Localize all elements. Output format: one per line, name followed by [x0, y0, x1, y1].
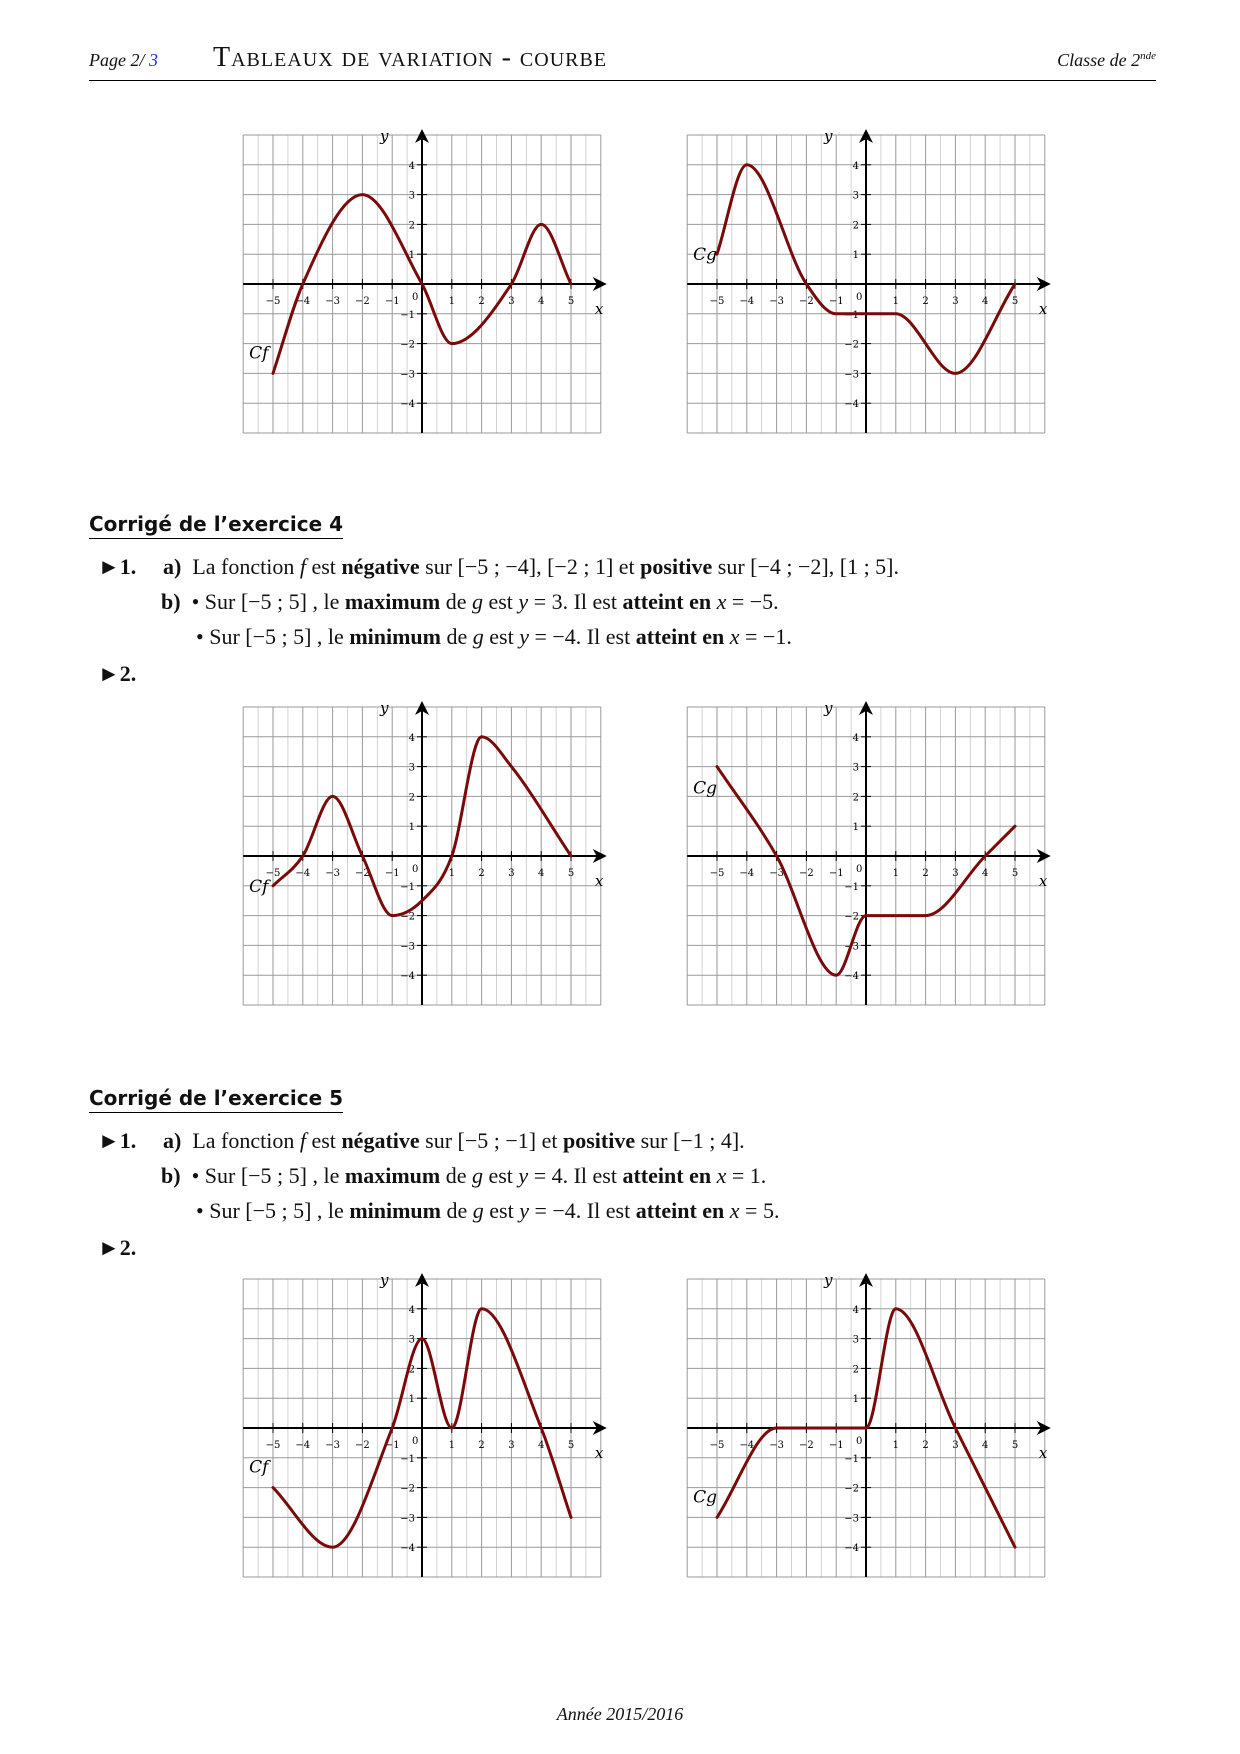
text-fragment: La fonction: [192, 554, 300, 579]
ex5-b-label: b): [161, 1163, 181, 1188]
y-tick-label: −2: [400, 339, 415, 351]
y-tick-label: 2: [852, 220, 859, 232]
x-tick-label: 1: [448, 1440, 455, 1451]
y-tick-label: −2: [844, 911, 859, 923]
curve-label: Cf: [249, 876, 269, 897]
x-tick-label: 3: [952, 296, 959, 307]
x-tick-label: 4: [538, 868, 545, 879]
y-tick-label: 2: [852, 1364, 859, 1376]
x-tick-label: −1: [384, 868, 400, 879]
page-total-link[interactable]: 3: [149, 50, 158, 70]
text-fragment: y: [519, 624, 529, 649]
x-tick-label: −4: [739, 868, 755, 879]
graph-cg-3: [693, 1270, 1086, 1594]
y-tick-label: 4: [408, 160, 415, 172]
y-tick-label: −3: [400, 941, 415, 953]
y-tick-label: 4: [408, 1304, 415, 1316]
class-text: Classe de 2: [1057, 50, 1141, 70]
y-axis-label: y: [824, 126, 833, 145]
ex4-b-label: b): [161, 589, 181, 614]
text-fragment: = 4. Il est: [528, 1163, 623, 1188]
y-tick-label: −4: [844, 399, 859, 411]
ex4-q1b1: [161, 589, 779, 615]
y-tick-label: −1: [844, 1453, 859, 1465]
x-tick-label: 1: [448, 296, 455, 307]
x-tick-label: 3: [508, 1440, 515, 1451]
x-tick-label: −3: [325, 868, 340, 879]
page-prefix: Page 2/: [89, 50, 149, 70]
y-tick-label: 2: [408, 792, 415, 804]
text-fragment: x: [729, 624, 740, 649]
x-tick-label: −3: [769, 1440, 784, 1451]
curve-label: Cg: [693, 245, 718, 266]
x-tick-label: −2: [355, 1440, 370, 1451]
y-axis-label: y: [380, 1270, 389, 1289]
text-fragment: de: [440, 589, 472, 614]
origin-label: 0: [856, 1436, 863, 1447]
y-tick-label: −4: [400, 1543, 415, 1555]
graph-cg-1: [693, 126, 1086, 450]
footer-year: Année 2015/2016: [556, 1704, 684, 1724]
text-fragment: de: [441, 1198, 473, 1223]
y-tick-label: −1: [400, 309, 415, 321]
text-fragment: positive: [640, 554, 713, 579]
origin-label: 0: [412, 1436, 419, 1447]
y-tick-label: 2: [408, 220, 415, 232]
y-tick-label: −2: [400, 911, 415, 923]
x-tick-label: 4: [538, 1440, 545, 1451]
text-fragment: x: [716, 589, 727, 614]
y-axis-label: y: [824, 698, 833, 717]
x-tick-label: 2: [478, 868, 485, 879]
ex4-q1-number: ►1.: [98, 554, 137, 579]
origin-label: 0: [412, 864, 419, 875]
class-sup: nde: [1140, 50, 1156, 62]
ex5-q2-number: ►2.: [98, 1235, 137, 1260]
x-tick-label: −1: [384, 296, 400, 307]
y-tick-label: −4: [400, 399, 415, 411]
x-tick-label: 5: [567, 868, 575, 879]
x-tick-label: −5: [709, 1440, 725, 1451]
y-tick-label: 1: [852, 822, 859, 834]
x-tick-label: −5: [709, 296, 725, 307]
x-tick-label: −2: [355, 296, 370, 307]
y-tick-label: 2: [852, 792, 859, 804]
document-title: Tableaux de variation - courbe: [213, 42, 608, 73]
y-tick-label: 4: [852, 160, 859, 172]
ex5-a-label: a): [163, 1128, 182, 1153]
curve-label: Cf: [249, 1457, 269, 1478]
x-tick-label: −4: [739, 296, 755, 307]
x-tick-label: −2: [799, 296, 814, 307]
y-axis-label: y: [380, 698, 389, 717]
ex4-b2-text: [196, 624, 792, 649]
y-tick-label: 3: [408, 190, 415, 202]
text-fragment: f: [299, 554, 306, 579]
ex5-q1b1: [161, 1163, 766, 1189]
class-label: [1057, 50, 1156, 71]
text-fragment: de: [440, 1163, 472, 1188]
text-fragment: sur [−1 ; 4].: [635, 1128, 745, 1153]
x-tick-label: −3: [325, 296, 340, 307]
ex5-q1-number: ►1.: [98, 1128, 137, 1153]
text-fragment: positive: [562, 1128, 636, 1153]
x-tick-label: 3: [952, 868, 959, 879]
y-tick-label: 2: [408, 1364, 415, 1376]
x-tick-label: 3: [508, 868, 515, 879]
y-tick-label: 3: [852, 190, 859, 202]
exercise-5-title: Corrigé de l’exercice 5: [89, 1086, 343, 1113]
y-tick-label: 1: [408, 822, 415, 834]
exercise-4-title: Corrigé de l’exercice 4: [89, 512, 343, 539]
y-tick-label: −1: [844, 309, 859, 321]
y-tick-label: 3: [408, 762, 415, 774]
x-tick-label: 5: [1011, 296, 1019, 307]
x-tick-label: −5: [709, 868, 725, 879]
y-tick-label: −3: [844, 1513, 859, 1525]
x-tick-label: −1: [828, 296, 844, 307]
text-fragment: • Sur [−5 ; 5] , le: [196, 624, 350, 649]
text-fragment: • Sur [−5 ; 5] , le: [191, 1163, 345, 1188]
x-tick-label: 4: [538, 296, 545, 307]
text-fragment: atteint en: [635, 624, 725, 649]
text-fragment: = 3. Il est: [528, 589, 623, 614]
x-tick-label: 4: [982, 868, 989, 879]
text-fragment: x: [716, 1163, 727, 1188]
graph-cg-2: [693, 698, 1086, 1022]
y-tick-label: −3: [844, 941, 859, 953]
text-fragment: sur [−5 ; −4], [−2 ; 1] et: [419, 554, 641, 579]
ex5-q1b2: [196, 1198, 779, 1224]
x-tick-label: 3: [508, 296, 515, 307]
text-fragment: est: [483, 1198, 520, 1223]
x-tick-label: −4: [295, 1440, 311, 1451]
y-tick-label: 1: [852, 250, 859, 262]
y-tick-label: 1: [852, 1394, 859, 1406]
x-axis-label: x: [1038, 300, 1048, 318]
x-tick-label: 2: [478, 296, 485, 307]
text-fragment: est: [305, 1128, 342, 1153]
y-tick-label: 3: [852, 1334, 859, 1346]
x-axis-label: x: [1038, 1444, 1048, 1462]
x-tick-label: 1: [448, 868, 455, 879]
text-fragment: négative: [341, 554, 420, 579]
text-fragment: est: [482, 589, 519, 614]
ex5-a-text: [192, 1128, 744, 1153]
curve-label: Cf: [249, 343, 269, 364]
ex4-q1b2: [196, 624, 792, 650]
text-fragment: = −4. Il est: [528, 1198, 636, 1223]
x-tick-label: 5: [1011, 1440, 1019, 1451]
text-fragment: g: [472, 1198, 484, 1223]
text-fragment: atteint en: [635, 1198, 725, 1223]
graph-cf-3: [249, 1270, 642, 1594]
text-fragment: La fonction: [192, 1128, 300, 1153]
text-fragment: est: [482, 1163, 519, 1188]
x-tick-label: −3: [769, 868, 784, 879]
y-tick-label: 4: [408, 732, 415, 744]
text-fragment: atteint en: [622, 1163, 712, 1188]
text-fragment: = 5.: [739, 1198, 780, 1223]
x-tick-label: 2: [478, 1440, 485, 1451]
y-tick-label: −3: [400, 1513, 415, 1525]
y-tick-label: 3: [408, 1334, 415, 1346]
origin-label: 0: [856, 292, 863, 303]
text-fragment: minimum: [349, 624, 441, 649]
text-fragment: maximum: [344, 589, 441, 614]
ex4-a-label: a): [163, 554, 182, 579]
x-axis-label: x: [594, 300, 604, 318]
text-fragment: sur [−4 ; −2], [1 ; 5].: [712, 554, 900, 579]
x-tick-label: 1: [892, 1440, 899, 1451]
y-tick-label: −2: [844, 1483, 859, 1495]
y-tick-label: 1: [408, 250, 415, 262]
y-tick-label: −4: [844, 1543, 859, 1555]
page-number: [89, 50, 158, 71]
x-tick-label: 2: [922, 1440, 929, 1451]
y-tick-label: 3: [852, 762, 859, 774]
text-fragment: est: [305, 554, 342, 579]
text-fragment: x: [729, 1198, 740, 1223]
text-fragment: = −5.: [726, 589, 779, 614]
y-tick-label: −3: [400, 369, 415, 381]
text-fragment: de: [441, 624, 473, 649]
ex4-b1-text: [192, 589, 779, 614]
text-fragment: • Sur [−5 ; 5] , le: [191, 589, 345, 614]
x-tick-label: −5: [265, 1440, 281, 1451]
text-fragment: = 1.: [726, 1163, 767, 1188]
text-fragment: y: [518, 589, 529, 614]
x-tick-label: −3: [325, 1440, 340, 1451]
x-tick-label: 3: [952, 1440, 959, 1451]
x-tick-label: −4: [295, 868, 311, 879]
text-fragment: y: [518, 1163, 529, 1188]
text-fragment: y: [519, 1198, 529, 1223]
ex4-q2-number: ►2.: [98, 661, 137, 686]
text-fragment: f: [299, 1128, 306, 1153]
x-tick-label: 4: [982, 1440, 989, 1451]
x-axis-label: x: [594, 872, 604, 890]
y-tick-label: −4: [400, 971, 415, 983]
x-tick-label: −2: [799, 1440, 814, 1451]
y-tick-label: −1: [844, 881, 859, 893]
y-tick-label: −1: [400, 881, 415, 893]
y-tick-label: 1: [408, 1394, 415, 1406]
text-fragment: • Sur [−5 ; 5] , le: [196, 1198, 350, 1223]
text-fragment: est: [483, 624, 520, 649]
x-tick-label: 5: [567, 1440, 575, 1451]
origin-label: 0: [412, 292, 419, 303]
x-tick-label: 5: [1011, 868, 1019, 879]
curve-label: Cg: [693, 1487, 718, 1508]
text-fragment: minimum: [349, 1198, 441, 1223]
x-axis-label: x: [594, 1444, 604, 1462]
x-tick-label: −4: [739, 1440, 755, 1451]
x-tick-label: −1: [828, 868, 844, 879]
text-fragment: g: [472, 624, 484, 649]
text-fragment: = −1.: [739, 624, 792, 649]
ex4-q1a: [163, 554, 899, 580]
x-tick-label: −5: [265, 296, 281, 307]
y-axis-label: y: [824, 1270, 833, 1289]
x-tick-label: −1: [384, 1440, 400, 1451]
curve-label: Cg: [693, 778, 718, 799]
x-tick-label: −2: [355, 868, 370, 879]
x-tick-label: 2: [922, 296, 929, 307]
x-tick-label: 5: [567, 296, 575, 307]
graph-cf-2: [249, 698, 642, 1022]
x-tick-label: 1: [892, 868, 899, 879]
ex4-a-text: [192, 554, 899, 579]
graph-cf-1: [249, 126, 642, 450]
y-tick-label: −1: [400, 1453, 415, 1465]
x-tick-label: 1: [892, 296, 899, 307]
y-tick-label: −2: [400, 1483, 415, 1495]
origin-label: 0: [856, 864, 863, 875]
ex5-q1a: [163, 1128, 745, 1154]
text-fragment: = −4. Il est: [528, 624, 636, 649]
text-fragment: sur [−5 ; −1] et: [419, 1128, 563, 1153]
ex5-b1-text: [192, 1163, 767, 1188]
x-tick-label: −4: [295, 296, 311, 307]
text-fragment: g: [471, 589, 483, 614]
y-axis-label: y: [380, 126, 389, 145]
y-tick-label: 4: [852, 1304, 859, 1316]
y-tick-label: −3: [844, 369, 859, 381]
y-tick-label: 4: [852, 732, 859, 744]
x-tick-label: −5: [265, 868, 281, 879]
page-header: [89, 40, 1156, 81]
text-fragment: négative: [341, 1128, 420, 1153]
x-tick-label: −1: [828, 1440, 844, 1451]
y-tick-label: −2: [844, 339, 859, 351]
x-tick-label: −3: [769, 296, 784, 307]
text-fragment: maximum: [344, 1163, 441, 1188]
x-tick-label: −2: [799, 868, 814, 879]
y-tick-label: −4: [844, 971, 859, 983]
text-fragment: g: [471, 1163, 483, 1188]
text-fragment: atteint en: [622, 589, 712, 614]
x-axis-label: x: [1038, 872, 1048, 890]
ex5-b2-text: [196, 1198, 779, 1223]
x-tick-label: 2: [922, 868, 929, 879]
x-tick-label: 4: [982, 296, 989, 307]
